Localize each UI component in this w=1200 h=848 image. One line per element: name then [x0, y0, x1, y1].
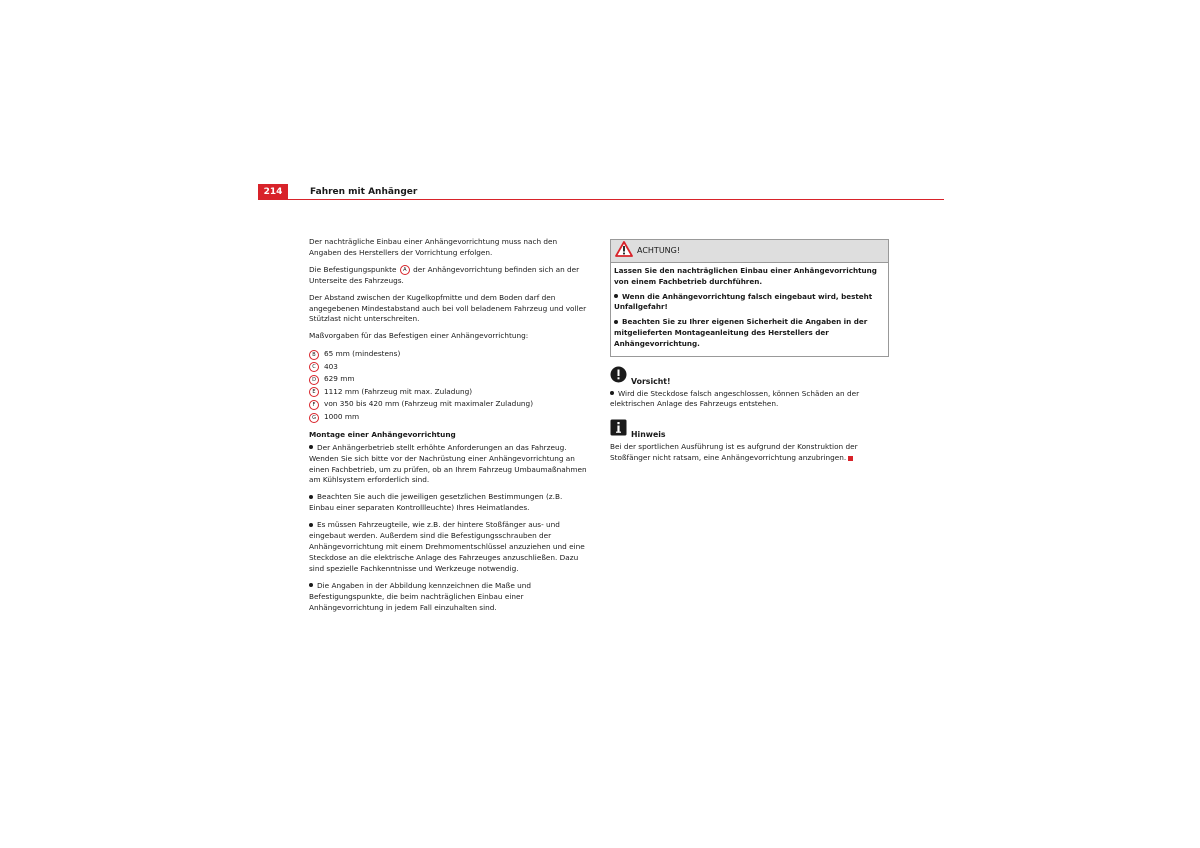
dimension-item: [309, 411, 589, 424]
bullet-item: [309, 443, 589, 487]
bullet-icon: [309, 445, 313, 449]
end-of-section-icon: [848, 456, 853, 461]
warning-header: [611, 240, 888, 263]
dimension-text: 629 mm: [324, 374, 355, 384]
note-text-paragraph: [610, 442, 890, 464]
chapter-title: Fahren mit Anhänger: [310, 187, 418, 197]
dimension-text: 403: [324, 361, 338, 371]
bullet-text: Die Angaben in der Abbildung kennzeichnen die Maße und Befestigungspunkte, die beim nachträglichen Einbau einer Anhängevorrichtung in jedem Fall einzuhalten sind.: [309, 580, 532, 612]
marker-a-icon: A: [400, 265, 410, 275]
warning-title: ACHTUNG!: [637, 245, 681, 255]
dimension-item: [309, 348, 589, 361]
warning-box: [610, 239, 889, 357]
page-header: [258, 184, 944, 202]
caution-text: Wird die Steckdose falsch angeschlossen, können Schäden an der elektrischen Anlage des Fahrzeugs entstehen.: [610, 388, 860, 409]
bullet-item: [309, 581, 589, 614]
dimension-text: 1000 mm: [324, 412, 360, 422]
warning-bullet-text: Beachten Sie zu Ihrer eigenen Sicherheit die Angaben in der mitgelieferten Montageanleitung des Herstellers der Anhängevorrichtung.: [614, 317, 868, 348]
warning-intro: Lassen Sie den nachträglichen Einbau einer Anhängevorrichtung von einem Fachbetrieb durchführen.: [614, 266, 877, 286]
mounting-points-paragraph: [309, 265, 589, 287]
mounting-points-text-start: Die Befestigungspunkte: [309, 264, 397, 274]
bullet-item: [309, 520, 589, 575]
dimension-item: [309, 373, 589, 386]
marker-e-icon: E: [309, 387, 319, 397]
header-rule: [288, 199, 944, 200]
note-title: Hinweis: [631, 430, 666, 440]
bullet-icon: [614, 294, 618, 298]
note-header: [610, 420, 890, 440]
caution-title: Vorsicht!: [631, 376, 671, 386]
bullet-icon: [309, 495, 313, 499]
marker-b-icon: B: [309, 350, 319, 360]
dimension-item: [309, 361, 589, 374]
caution-bullet: [610, 389, 890, 411]
dimensions-intro: Maßvorgaben für das Befestigen einer Anhängevorrichtung:: [309, 331, 529, 341]
warning-bullet: [614, 317, 885, 349]
bullet-text: Beachten Sie auch die jeweiligen gesetzlichen Bestimmungen (z.B. Einbau einer separaten Kontrollleuchte) Ihres Heimatlandes.: [309, 492, 563, 513]
note-text: Bei der sportlichen Ausführung ist es aufgrund der Konstruktion der Stoßfänger nicht ratsam, eine Anhängevorrichtung anzubringen.: [610, 442, 858, 463]
bullet-text: Es müssen Fahrzeugteile, wie z.B. der hintere Stoßfänger aus- und eingebaut werden. Außerdem sind die Befestigungsschrauben der Anhängevorrichtung mit einem Drehmomentschlüssel anzuziehen und eine Steckdose an die elektrische Anlage des Fahrzeuges anzuschließen. Dazu sind spezielle Fachkenntnisse und Werkzeuge notwendig.: [309, 520, 585, 573]
dimension-item: [309, 386, 589, 399]
info-icon: [610, 419, 627, 440]
dimension-text: 65 mm (mindestens): [324, 349, 401, 359]
warning-triangle-icon: [615, 241, 633, 261]
bullet-icon: [309, 583, 313, 587]
caution-section: [610, 367, 890, 411]
dimensions-list: [309, 348, 589, 424]
intro-paragraph: Der nachträgliche Einbau einer Anhängevorrichtung muss nach den Angaben des Herstellers der Vorrichtung erfolgen.: [309, 237, 558, 257]
bullet-icon: [309, 523, 313, 527]
distance-paragraph: Der Abstand zwischen der Kugelkopfmitte und dem Boden darf den angegebenen Mindestabstand auch bei voll beladenem Fahrzeug und voller Stützlast nicht unterschreiten.: [309, 292, 587, 324]
dimension-text: von 350 bis 420 mm (Fahrzeug mit maximaler Zuladung): [324, 399, 534, 409]
warning-bullet-text: Wenn die Anhängevorrichtung falsch eingebaut wird, besteht Unfallgefahr!: [614, 291, 873, 312]
page-number: 214: [258, 184, 288, 200]
dimension-text: 1112 mm (Fahrzeug mit max. Zuladung): [324, 386, 473, 396]
section-subheading: Montage einer Anhängevorrichtung: [309, 429, 456, 439]
mounting-points-text-end: der Anhängevorrichtung befinden sich an der Unterseite des Fahrzeugs.: [309, 264, 580, 285]
marker-c-icon: C: [309, 362, 319, 372]
dimension-item: [309, 399, 589, 412]
left-column: [309, 237, 589, 619]
marker-d-icon: D: [309, 375, 319, 385]
bullet-icon: [610, 391, 614, 395]
caution-header: [610, 367, 890, 387]
right-column: [610, 239, 890, 470]
warning-bullet: [614, 292, 885, 314]
bullet-item: [309, 492, 589, 514]
bullet-text: Der Anhängerbetrieb stellt erhöhte Anforderungen an das Fahrzeug. Wenden Sie sich bitte vor der Nachrüstung einer Anhängevorrichtung an einen Fachbetrieb, um zu prüfen, ob an Ihrem Fahrzeug Umbaumaßnahmen am Kühlsystem erforderlich sind.: [309, 442, 587, 485]
marker-f-icon: F: [309, 400, 319, 410]
marker-g-icon: G: [309, 413, 319, 423]
bullet-icon: [614, 320, 618, 324]
note-section: [610, 420, 890, 464]
caution-icon: [610, 366, 627, 387]
warning-body: [611, 263, 888, 356]
